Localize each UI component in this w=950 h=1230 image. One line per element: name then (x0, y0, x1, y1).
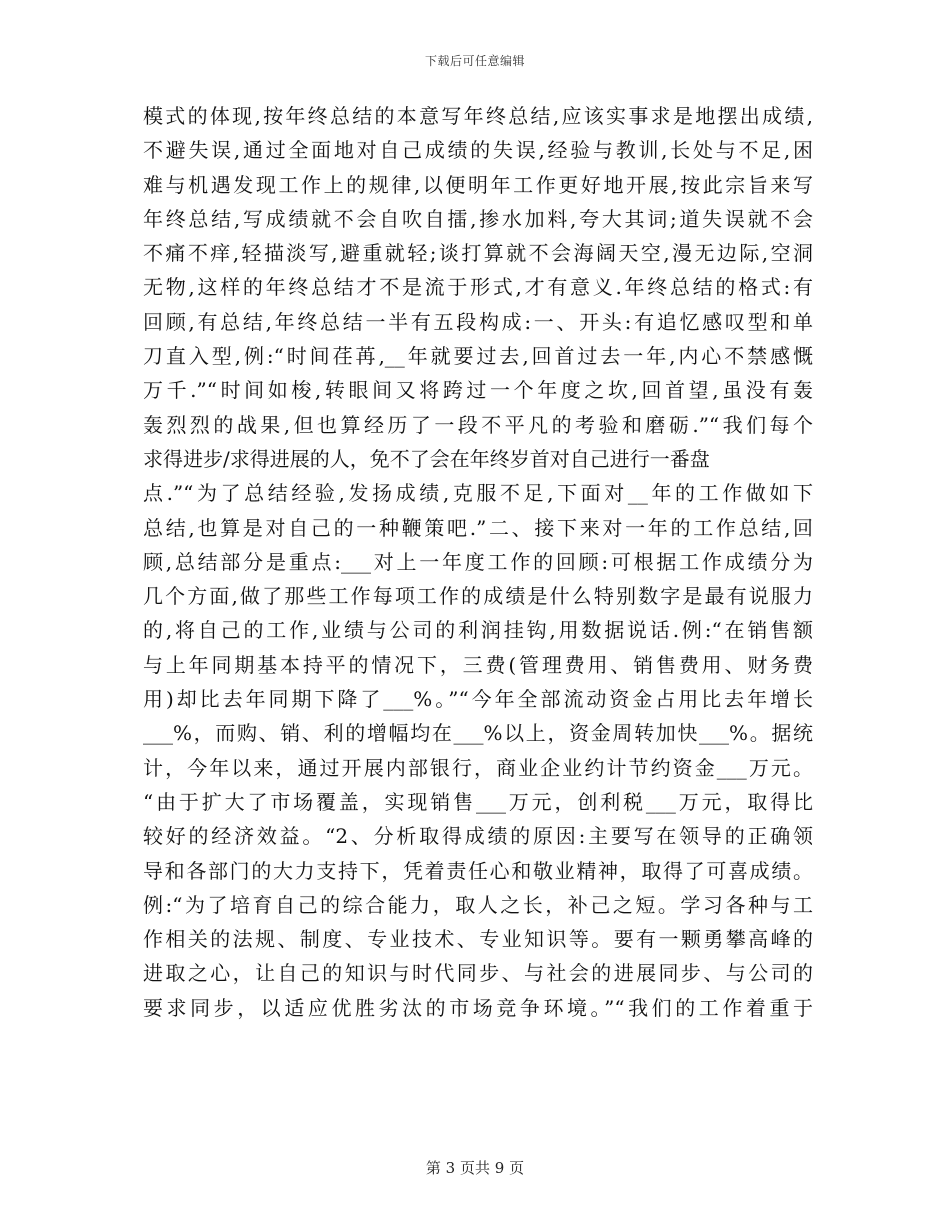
body-line: 计，今年以来，通过开展内部银行，商业企业约计节约资金___万元。 (143, 755, 813, 780)
body-line: 较好的经济效益。“2、分析取得成绩的原因:主要写在领导的正确领 (143, 824, 813, 849)
body-line: 例:“为了培育自己的综合能力，取人之长，补己之短。学习各种与工 (143, 892, 813, 917)
body-line: 模式的体现,按年终总结的本意写年终总结,应该实事求是地摆出成绩, (143, 104, 813, 128)
body-line: 难与机遇发现工作上的规律,以便明年工作更好地开展,按此宗旨来写 (143, 172, 813, 197)
body-line: 不痛不痒,轻描淡写,避重就轻;谈打算就不会海阔天空,漫无边际,空洞 (143, 241, 813, 266)
page-number: 第 3 页共 9 页 (425, 1159, 525, 1177)
body-line: 作相关的法规、制度、专业技术、专业知识等。要有一颗勇攀高峰的 (143, 927, 813, 952)
body-line: 回顾,有总结,年终总结一半有五段构成:一、开头:有追忆感叹型和单 (143, 309, 813, 334)
body-line: 不避失误,通过全面地对自己成绩的失误,经验与教训,长处与不足,困 (143, 138, 813, 163)
body-line: 几个方面,做了那些工作每项工作的成绩是什么特别数字是最有说服力 (143, 584, 813, 609)
body-line: 进取之心，让自己的知识与时代同步、与社会的进展同步、与公司的 (143, 961, 813, 986)
body-line: 无物,这样的年终总结才不是流于形式,才有意义.年终总结的格式:有 (143, 275, 813, 300)
body-line: 万千.”“时间如梭,转眼间又将跨过一个年度之坎,回首望,虽没有轰 (143, 378, 813, 403)
body-line: 刀直入型,例:“时间荏苒,__年就要过去,回首过去一年,内心不禁感慨 (143, 344, 813, 369)
body-line: 的,将自己的工作,业绩与公司的利润挂钩,用数据说话.例:“在销售额 (143, 618, 813, 643)
body-line: 顾,总结部分是重点:___对上一年度工作的回顾:可根据工作成绩分为 (143, 549, 813, 574)
body-line: 导和各部门的大力支持下，凭着责任心和敬业精神，取得了可喜成绩。 (143, 858, 813, 883)
body-line: 求得进步/求得进展的人，免不了会在年终岁首对自己进行一番盘 (143, 446, 710, 471)
page-header: 下载后可任意编辑 (424, 54, 525, 68)
body-line: 用)却比去年同期下降了___%。”“今年全部流动资金占用比去年增长 (143, 687, 813, 712)
body-line: 点.”“为了总结经验,发扬成绩,克服不足,下面对__年的工作做如下 (143, 481, 813, 506)
body-line: 总结,也算是对自己的一种鞭策吧.”二、接下来对一年的工作总结,回 (143, 515, 813, 540)
body-line: “由于扩大了市场覆盖，实现销售___万元，创利税___万元，取得比 (143, 789, 813, 814)
body-line: 轰烈烈的战果,但也算经历了一段不平凡的考验和磨砺.”“我们每个 (143, 412, 813, 437)
document-body (143, 99, 813, 1025)
body-line: ___%，而购、销、利的增幅均在___%以上，资金周转加快___%。据统 (143, 721, 813, 746)
body-line: 与上年同期基本持平的情况下，三费(管理费用、销售费用、财务费 (143, 652, 813, 677)
body-line: 年终总结,写成绩就不会自吹自擂,掺水加料,夸大其词;道失误就不会 (143, 206, 813, 231)
body-line: 要求同步，以适应优胜劣汰的市场竞争环境。”“我们的工作着重于 (143, 995, 813, 1020)
